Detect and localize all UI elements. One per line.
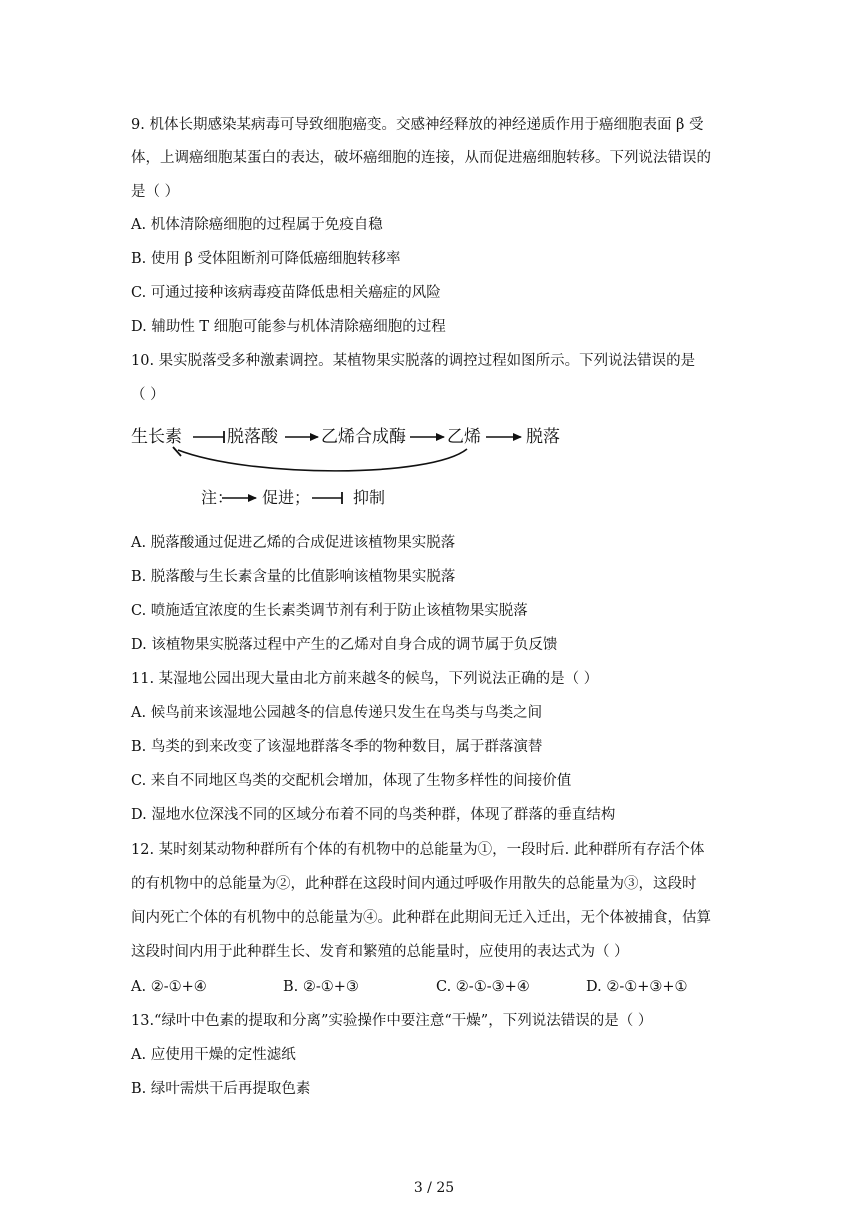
node-ethylene: 乙烯 [447, 427, 481, 447]
q11-option-b: B. 鸟类的到来改变了该湿地群落冬季的物种数目，属于群落演替 [131, 739, 543, 755]
q10-stem-line-1: 10. 果实脱落受多种激素调控。某植物果实脱落的调控过程如图所示。下列说法错误的是 [131, 353, 696, 369]
q10-option-a: A. 脱落酸通过促进乙烯的合成促进该植物果实脱落 [131, 535, 456, 551]
q10-stem-line-2: （ ） [131, 387, 165, 403]
q10-option-d: D. 该植物果实脱落过程中产生的乙烯对自身合成的调节属于负反馈 [131, 637, 558, 653]
q9-stem-line-2: 体，上调癌细胞某蛋白的表达，破坏癌细胞的连接，从而促进癌细胞转移。下列说法错误的 [131, 150, 711, 166]
node-auxin: 生长素 [131, 427, 182, 447]
q9-option-a: A. 机体清除癌细胞的过程属于免疫自稳 [131, 217, 383, 233]
q10-option-b: B. 脱落酸与生长素含量的比值影响该植物果实脱落 [131, 569, 456, 585]
q9-option-c: C. 可通过接种该病毒疫苗降低患相关癌症的风险 [131, 285, 441, 301]
q9-stem-line-1: 9. 机体长期感染某病毒可导致细胞癌变。交感神经释放的神经递质作用于癌细胞表面 β 受 [131, 117, 704, 133]
q12-option-a: A. ②-①+④ [131, 979, 207, 995]
q13-option-a: A. 应使用干燥的定性滤纸 [131, 1047, 296, 1063]
q12-option-b: B. ②-①+③ [283, 979, 359, 995]
legend-inhibit-label: 抑制 [353, 488, 386, 507]
q13-stem: 13.“绿叶中色素的提取和分离”实验操作中要注意“干燥”，下列说法错误的是（ ） [131, 1013, 653, 1029]
q11-option-a: A. 候鸟前来该湿地公园越冬的信息传递只发生在鸟类与鸟类之间 [131, 705, 543, 721]
regulation-diagram [131, 416, 591, 516]
q9-option-b: B. 使用 β 受体阻断剂可降低癌细胞转移率 [131, 251, 401, 267]
node-ethylene-synthase: 乙烯合成酶 [321, 427, 406, 447]
q11-option-d: D. 湿地水位深浅不同的区域分布着不同的鸟类种群，体现了群落的垂直结构 [131, 807, 616, 823]
node-abscission: 脱落 [526, 427, 560, 447]
q13-option-b: B. 绿叶需烘干后再提取色素 [131, 1081, 311, 1097]
q12-option-d: D. ②-①+③+① [586, 979, 688, 995]
q12-options-row [131, 977, 751, 997]
q12-stem-line-4: 这段时间内用于此种群生长、发育和繁殖的总能量时，应使用的表达式为（ ） [131, 944, 629, 960]
q12-option-c: C. ②-①-③+④ [436, 979, 530, 995]
q12-stem-line-1: 12. 某时刻某动物种群所有个体的有机物中的总能量为①，一段时后. 此种群所有存活个体 [131, 842, 705, 858]
page-number: 3 / 25 [413, 1180, 455, 1196]
legend-promote-label: 促进； [262, 488, 311, 507]
q11-stem: 11. 某湿地公园出现大量由北方前来越冬的候鸟，下列说法正确的是（ ） [131, 671, 599, 687]
q12-stem-line-2: 的有机物中的总能量为②，此种群在这段时间内通过呼吸作用散失的总能量为③，这段时 [131, 876, 697, 892]
q9-stem-line-3: 是（ ） [131, 184, 180, 200]
q9-option-d: D. 辅助性 T 细胞可能参与机体清除癌细胞的过程 [131, 319, 446, 335]
q11-option-c: C. 来自不同地区鸟类的交配机会增加，体现了生物多样性的间接价值 [131, 773, 572, 789]
inhibit-ethylene-to-auxin [178, 449, 467, 471]
q10-option-c: C. 喷施适宜浓度的生长素类调节剂有利于防止该植物果实脱落 [131, 603, 528, 619]
legend-note-label: 注： [201, 488, 234, 507]
node-abscisic-acid: 脱落酸 [227, 427, 278, 447]
q12-stem-line-3: 间内死亡个体的有机物中的总能量为④。此种群在此期间无迁入迁出，无个体被捕食，估算 [131, 910, 711, 926]
